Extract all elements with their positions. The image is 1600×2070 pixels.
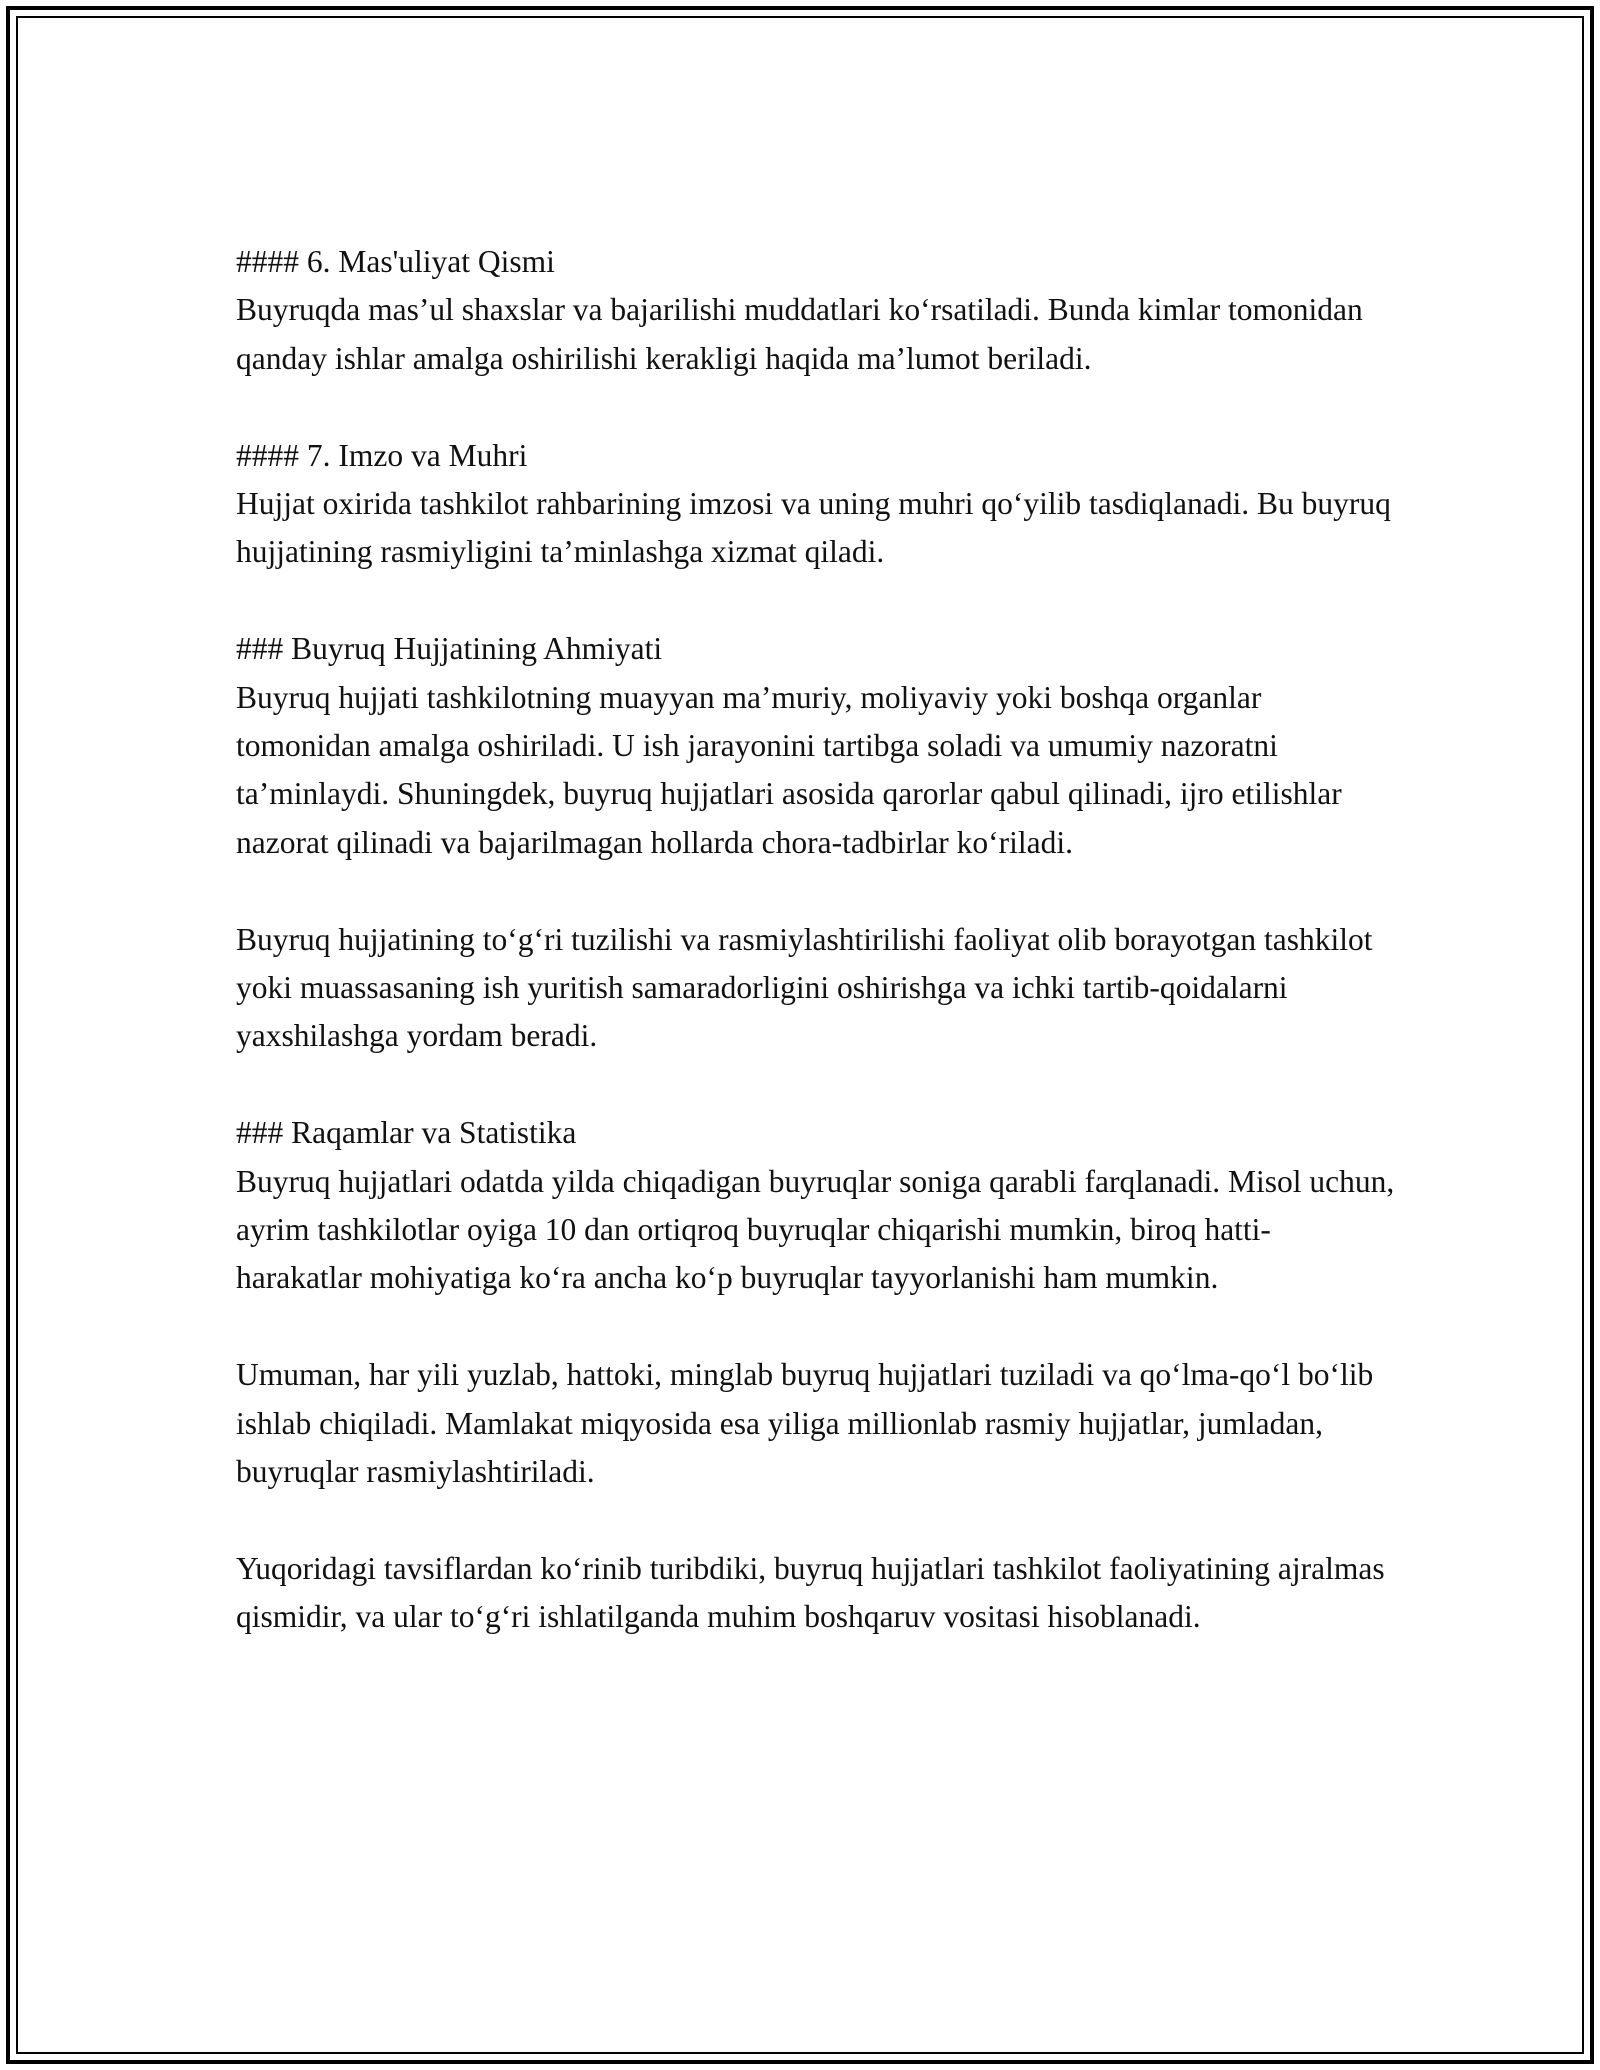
section-paragraph: Umuman, har yili yuzlab, hattoki, minglab buyruq hujjatlari tuziladi va qo‘lma-qo‘l bo‘lib ishlab chiqiladi. Mamlakat miqyosida esa yiliga millionlab rasmiy hujjatlar, jumladan, buyruqlar rasmiylashtiriladi.: [236, 1357, 1374, 1490]
section-imzo: [236, 432, 1396, 577]
section-ahmiyati: [236, 625, 1396, 867]
section-paragraph: Buyruq hujjatining to‘g‘ri tuzilishi va rasmiylashtirilishi faoliyat olib borayotgan tashkilot yoki muassasaning ish yuritish samaradorligini oshirishga va ichki tartib-qoidalarni yaxshilashga yordam beradi.: [236, 921, 1373, 1054]
section-heading: #### 6. Mas'uliyat Qismi: [236, 244, 555, 279]
paragraph-umuman: [236, 1351, 1396, 1496]
section-paragraph: Hujjat oxirida tashkilot rahbarining imzosi va uning muhri qo‘yilib tasdiqlanadi. Bu buyruq hujjatining rasmiyligini ta’minlashga xizmat qiladi.: [236, 486, 1391, 570]
section-masuliyat: [236, 238, 1396, 383]
paragraph-yuqoridagi: [236, 1545, 1396, 1642]
document-body: [236, 238, 1396, 1642]
section-heading: ### Buyruq Hujjatining Ahmiyati: [236, 631, 663, 667]
section-paragraph: Buyruqda mas’ul shaxslar va bajarilishi muddatlari ko‘rsatiladi. Bunda kimlar tomonidan qanday ishlar amalga oshirilishi kerakligi haqida ma’lumot beriladi.: [236, 292, 1363, 376]
section-paragraph: Buyruq hujjatlari odatda yilda chiqadigan buyruqlar soniga qarabli farqlanadi. Misol uchun, ayrim tashkilotlar oyiga 10 dan ortiqroq buyruqlar chiqarishi mumkin, biroq hatti-harakatlar mohiyatiga ko‘ra ancha ko‘p buyruqlar tayyorlanishi ham mumkin.: [236, 1163, 1395, 1296]
section-heading: #### 7. Imzo va Muhri: [236, 437, 528, 473]
section-heading: ### Raqamlar va Statistika: [236, 1115, 577, 1151]
paragraph-tuzilishi: [236, 916, 1396, 1061]
section-paragraph: Buyruq hujjati tashkilotning muayyan ma’muriy, moliyaviy yoki boshqa organlar tomonidan amalga oshiriladi. U ish jarayonini tartibga soladi va umumiy nazoratni ta’minlaydi. Shuningdek, buyruq hujjatlari asosida qarorlar qabul qilinadi, ijro etilishlar nazorat qilinadi va bajarilmagan hollarda chora-tadbirlar ko‘riladi.: [236, 679, 1342, 860]
section-paragraph: Yuqoridagi tavsiflardan ko‘rinib turibdiki, buyruq hujjatlari tashkilot faoliyatining ajralmas qismidir, va ular to‘g‘ri ishlatilganda muhim boshqaruv vositasi hisoblanadi.: [236, 1550, 1385, 1635]
section-statistika: [236, 1109, 1396, 1303]
